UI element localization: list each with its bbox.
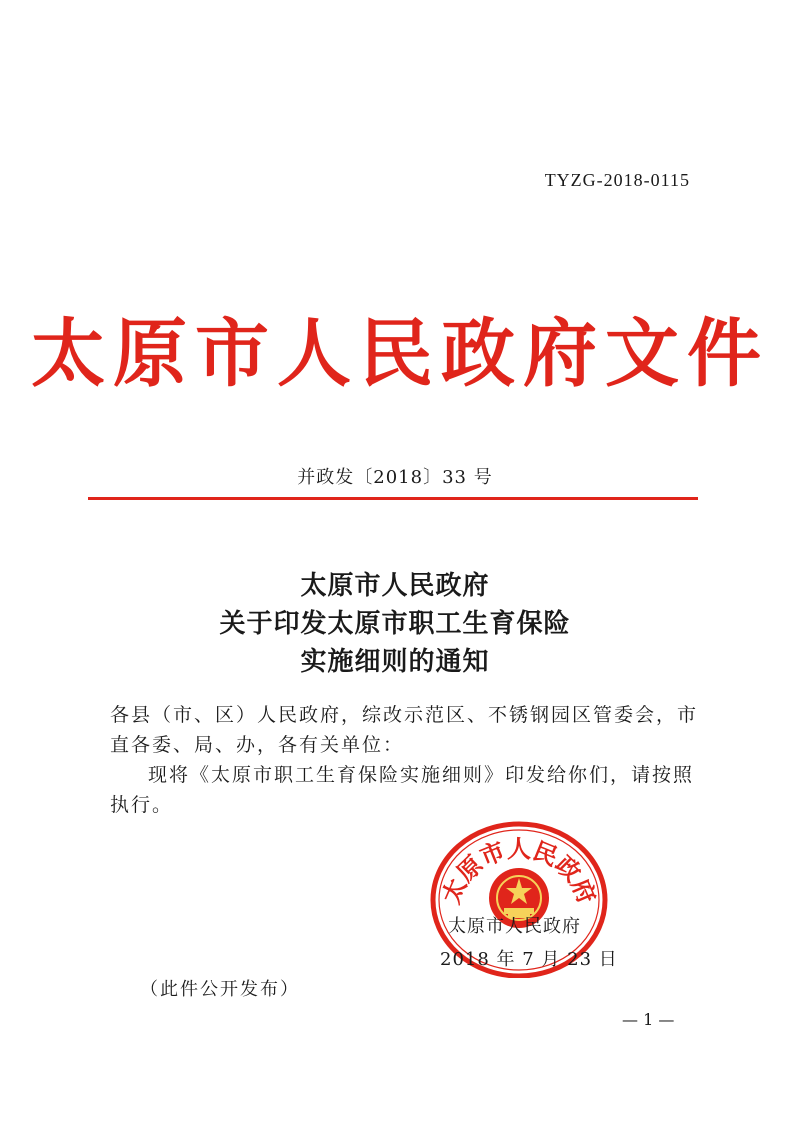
- issue-date: 2018 年 7 月 23 日: [440, 949, 618, 970]
- document-code: TYZG-2018-0115: [544, 170, 690, 190]
- recipients-paragraph: 各县（市、区）人民政府，综改示范区、不锈钢园区管委会，市直各委、局、办，各有关单位：: [110, 704, 699, 756]
- body-paragraph: 现将《太原市职工生育保险实施细则》印发给你们，请按照执行。: [110, 764, 695, 816]
- document-number: 并政发〔2018〕33 号: [297, 467, 493, 488]
- issuer-name: 太原市人民政府: [448, 916, 581, 937]
- red-divider-rule: [88, 497, 698, 500]
- publicity-note: （此件公开发布）: [140, 979, 300, 1000]
- title-line-2: 关于印发太原市职工生育保险: [219, 609, 571, 639]
- masthead-title: 太原市人民政府文件: [31, 311, 769, 397]
- seal-text: 太原市人民政府: [436, 833, 602, 908]
- page-number: — 1 —: [622, 1010, 675, 1029]
- title-line-1: 太原市人民政府: [300, 571, 490, 601]
- title-line-3: 实施细则的通知: [300, 647, 490, 677]
